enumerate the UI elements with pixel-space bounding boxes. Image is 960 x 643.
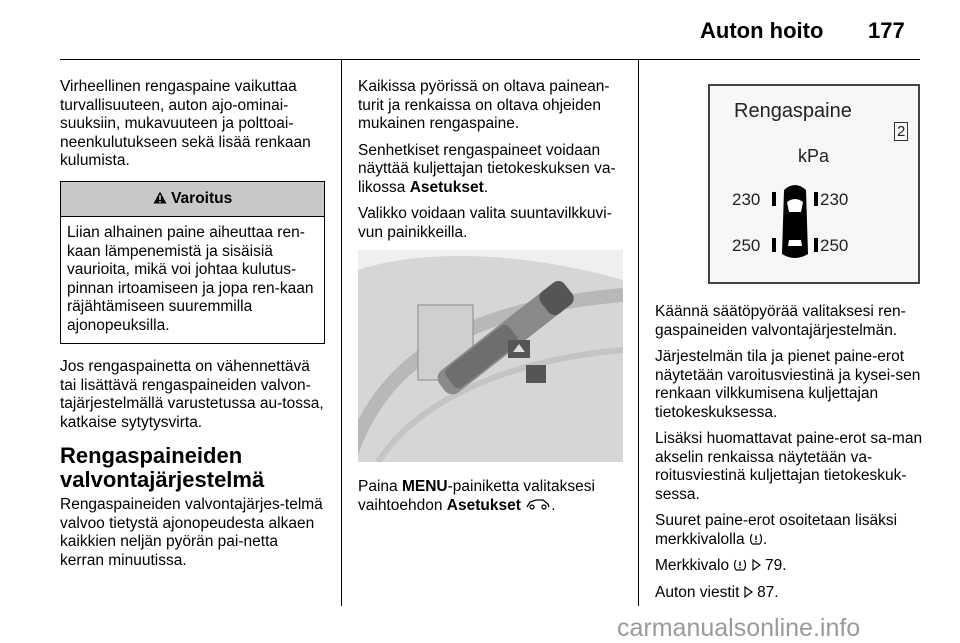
turn-signal-lever-photo: [358, 250, 623, 462]
paragraph-monitoring: Rengaspaineiden valvontajärjes-telmä valvoo tietystä ajonopeudesta alkaen kaikkien neljän pyörän pai-netta kerran minuutissa.: [60, 496, 323, 569]
column-1: [60, 78, 325, 578]
lever-illustration: [358, 250, 623, 462]
rear-left-value: 250: [732, 236, 761, 255]
page-header-title: Auton hoito: [700, 18, 824, 43]
car-top-view-icon: [770, 182, 820, 262]
warning-title: Varoitus: [171, 189, 233, 207]
intro-paragraph: Virheellinen rengaspaine vaikuttaa turvallisuuteen, auton ajo-ominai-suuksiin, mukavuuteen ja polttoai-neenkulutukseen sekä lisää renkaan kulumista.: [60, 78, 311, 169]
column-divider-2: [638, 60, 639, 606]
paragraph-sensors: Kaikissa pyörissä on oltava painean-turit ja renkaissa on oltava ohjeiden mukainen rengaspaine.: [358, 78, 610, 132]
tire-pressure-icon: [733, 558, 747, 572]
paragraph-axle: Lisäksi huomattavat paine-erot sa-man akselin renkaissa näytetään va-roitusviestinä kuljettajan tietokeskuk-sessa.: [655, 430, 923, 503]
column-2: [358, 78, 623, 523]
warning-header: [61, 182, 324, 218]
column-divider-1: [341, 60, 342, 606]
display-index: 2: [894, 122, 908, 141]
page-ref-icon: [752, 559, 761, 571]
warning-body: Liian alhainen paine aiheuttaa ren-kaan lämpenemistä ja sisäisiä vaurioita, mikä voi johtaa kulutus-pinnan irtoamiseen ja jopa ren-kaan räjähtämiseen suuremmilla ajonopeuksilla.: [67, 224, 314, 334]
front-right-value: 230: [820, 190, 849, 209]
section-heading: Rengaspaineiden valvontajärjestelmä: [60, 443, 265, 492]
page-number: 177: [868, 18, 905, 43]
paragraph-menu-button: Paina MENU-painiketta valitaksesi vaihtoehdon Asetukset .: [358, 478, 595, 514]
car-settings-icon: [525, 498, 551, 510]
display-unit: kPa: [798, 146, 830, 166]
front-left-value: 230: [732, 190, 761, 209]
paragraph-large-differences: Suuret paine-erot osoitetaan lisäksi merkkivalolla .: [655, 512, 898, 548]
paragraph-indicator-ref: Merkkivalo 79.: [655, 557, 787, 574]
watermark: carmanualsonline.info: [617, 614, 861, 642]
paragraph-settings: Senhetkiset rengaspaineet voidaan näyttää kuljettajan tietokeskuksen va-likossa Asetukset.: [358, 141, 616, 196]
tire-pressure-display: [708, 84, 920, 284]
display-title: Rengaspaine: [734, 100, 852, 122]
header-rule: [60, 59, 920, 60]
paragraph-menu-select: Valikko voidaan valita suuntavilkkuvi-vun painikkeilla.: [358, 205, 612, 241]
paragraph-ignition: Jos rengaspainetta on vähennettävä tai lisättävä rengaspaineiden valvon-tajärjestelmällä varustetussa au-tossa, katkaise sytytysvirta.: [60, 358, 324, 431]
tire-pressure-icon: [749, 532, 763, 546]
column-3: [655, 303, 923, 610]
paragraph-vehicle-messages-ref: Auton viestit 87.: [655, 583, 779, 601]
rear-right-value: 250: [820, 236, 849, 255]
warning-triangle-icon: [153, 191, 167, 204]
warning-box: [60, 181, 325, 345]
paragraph-status: Järjestelmän tila ja pienet paine-erot näytetään varoitusviestinä ja kysei-sen renkaan vilkkumisena kuljettajan tietokeskuksessa.: [655, 348, 921, 421]
paragraph-thumbwheel: Käännä säätöpyörää valitaksesi ren-gaspaineiden valvontajärjestelmän.: [655, 303, 906, 339]
page-ref-icon: [744, 586, 753, 598]
